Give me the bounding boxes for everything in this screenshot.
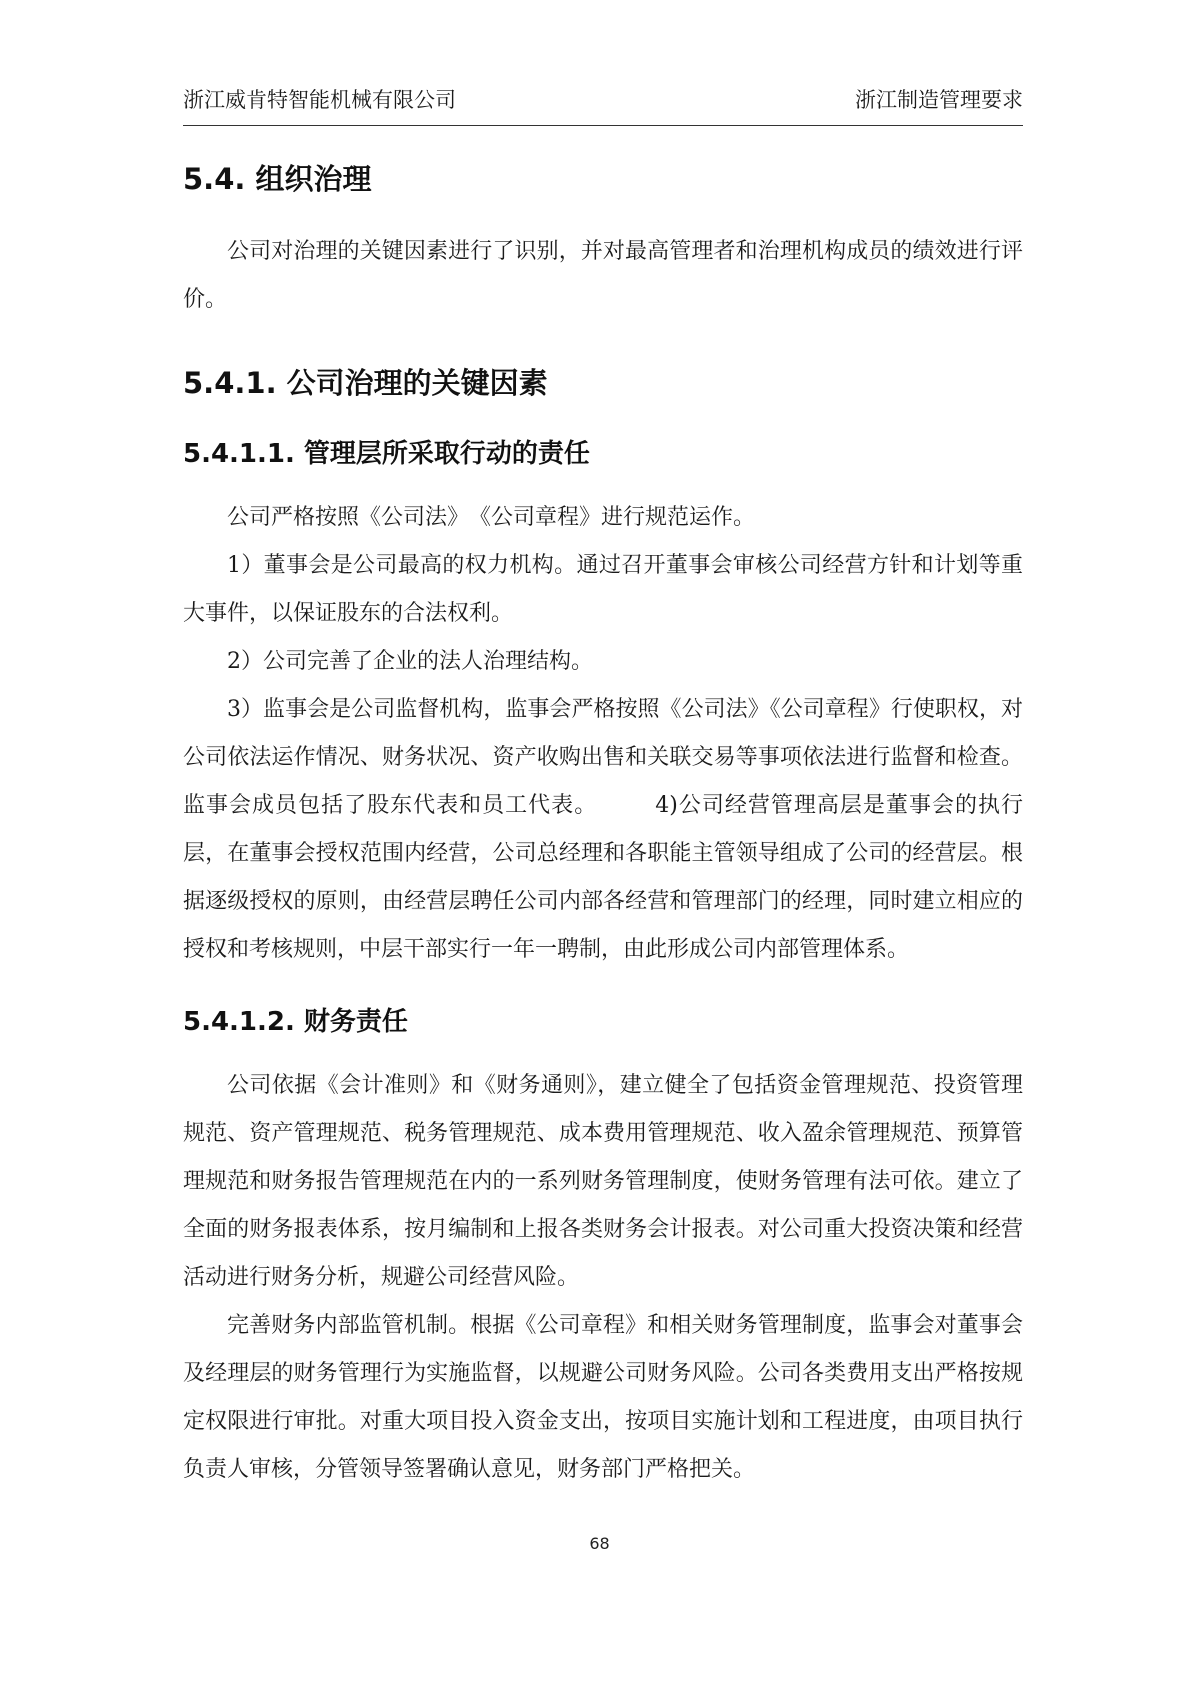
section-heading-5-4-1-2: 5.4.1.2. 财务责任	[183, 1007, 408, 1037]
page-number: 68	[589, 1534, 610, 1553]
header-divider	[183, 125, 1023, 126]
section-heading-5-4-1: 5.4.1. 公司治理的关键因素	[183, 366, 548, 400]
header-document-title: 浙江制造管理要求	[855, 88, 1023, 112]
section-5-4-intro-paragraph: 公司对治理的关键因素进行了识别，并对最高管理者和治理机构成员的绩效进行评价。	[183, 239, 1023, 312]
section-5-4-1-2-paragraph: 公司依据《会计准则》和《财务通则》，建立健全了包括资金管理规范、投资管理规范、资产管理规范、税务管理规范、成本费用管理规范、收入盈余管理规范、预算管理规范和财务报告管理规范在内的一系列财务管理制度，使财务管理有法可依。建立了全面的财务报表体系，按月编制和上报各类财务会计报表。对公司重大投资决策和经营活动进行财务分析，规避公司经营风险。	[183, 1073, 1023, 1290]
page-body	[183, 150, 1023, 1494]
section-heading-5-4: 5.4. 组织治理	[183, 162, 372, 196]
section-5-4-1-1-paragraph: 1）董事会是公司最高的权力机构。通过召开董事会审核公司经营方针和计划等重大事件，以保证股东的合法权利。	[183, 553, 1023, 626]
page-header	[183, 82, 1023, 118]
header-company-name: 浙江威肯特智能机械有限公司	[183, 88, 456, 112]
section-5-4-1-1-paragraph: 公司严格按照《公司法》 《公司章程》进行规范运作。	[227, 505, 756, 530]
section-5-4-1-2-paragraph: 完善财务内部监管机制。根据《公司章程》和相关财务管理制度，监事会对董事会及经理层的财务管理行为实施监督，以规避公司财务风险。公司各类费用支出严格按规定权限进行审批。对重大项目投入资金支出，按项目实施计划和工程进度，由项目执行负责人审核，分管领导签署确认意见，财务部门严格把关。	[183, 1313, 1023, 1482]
section-5-4-1-1-paragraph: 2）公司完善了企业的法人治理结构。	[227, 649, 593, 674]
section-heading-5-4-1-1: 5.4.1.1. 管理层所采取行动的责任	[183, 439, 590, 469]
section-5-4-1-1-paragraph: 3）监事会是公司监督机构，监事会严格按照《公司法》《公司章程》行使职权，对公司依法运作情况、财务状况、资产收购出售和关联交易等事项依法进行监督和检查。监事会成员包括了股东代表和员工代表。 4)公司经营管理高层是董事会的执行层，在董事会授权范围内经营，公司总经理和各职能主管领导组成了公司的经营层。根据逐级授权的原则，由经营层聘任公司内部各经营和管理部门的经理，同时建立相应的授权和考核规则，中层干部实行一年一聘制，由此形成公司内部管理体系。	[183, 697, 1023, 962]
